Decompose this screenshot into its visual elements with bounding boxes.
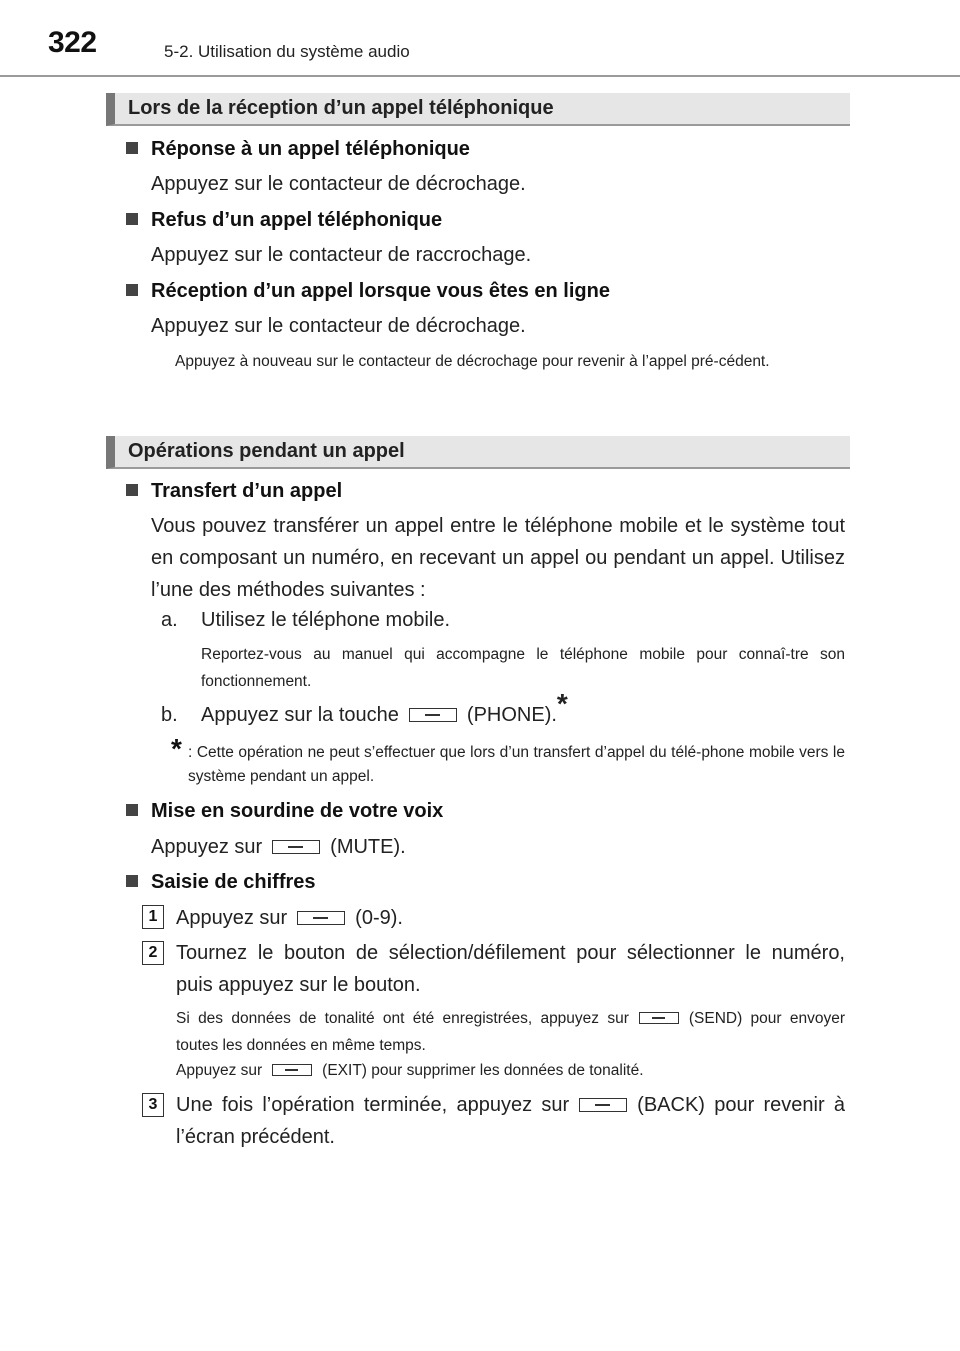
square-bullet-icon [126,484,138,496]
step-2-note-send: Si des données de tonalité ont été enregistrées, appuyez sur (SEND) pour envoyer toutes les données en même temps. [176,1010,845,1054]
note-call-waiting: Appuyez à nouveau sur le contacteur de décrochage pour revenir à l’appel pré-cédent. [175,353,770,370]
subheading-call-waiting: Réception d’un appel lorsque vous êtes en ligne [126,280,610,303]
header-divider [0,75,960,77]
mute-button-icon [272,840,320,854]
section-heading-receiving-call [106,93,850,126]
footnote-marker: * [556,688,568,719]
step-1-text: Appuyez sur (0-9). [176,907,403,929]
footnote-text: : Cette opération ne peut s’effectuer que lors d’un transfert d’appel du télé-phone mobile vers le système pendant un appel. [188,744,845,785]
square-bullet-icon [126,142,138,154]
body-refuse-call: Appuyez sur le contacteur de raccrochage. [151,244,532,266]
step-2-text: Tournez le bouton de sélection/défilement pour sélectionner le numéro, puis appuyez sur le bouton. [176,942,845,996]
send-button-icon [639,1012,679,1024]
subheading-mute: Mise en sourdine de votre voix [126,800,443,823]
digit-button-icon [297,911,345,925]
option-b-label: b. [161,704,178,726]
body-answer-call: Appuyez sur le contacteur de décrochage. [151,173,526,195]
square-bullet-icon [126,875,138,887]
square-bullet-icon [126,804,138,816]
subheading-transfer-call: Transfert d’un appel [126,480,342,503]
page-number: 322 [48,26,97,59]
body-call-waiting: Appuyez sur le contacteur de décrochage. [151,315,526,337]
body-mute: Appuyez sur (MUTE). [151,836,406,858]
phone-button-icon [409,708,457,722]
back-button-icon [579,1098,627,1112]
chapter-title: 5-2. Utilisation du système audio [164,42,410,61]
option-a-text: Utilisez le téléphone mobile. [201,609,451,631]
footnote-asterisk: * [171,733,182,764]
step-2-note-exit: Appuyez sur (EXIT) pour supprimer les données de tonalité. [176,1062,644,1079]
option-b-text: Appuyez sur la touche (PHONE).* [201,688,568,726]
step-number-2: 2 [142,941,164,965]
step-number-1: 1 [142,905,164,929]
section-heading-during-call [106,436,850,469]
option-a-label: a. [161,609,178,631]
subheading-refuse-call: Refus d’un appel téléphonique [126,209,442,232]
exit-button-icon [272,1064,312,1076]
option-a-note: Reportez-vous au manuel qui accompagne le téléphone mobile pour connaî-tre son fonctionnement. [201,646,845,690]
subheading-answer-call: Réponse à un appel téléphonique [126,138,470,161]
subheading-digits: Saisie de chiffres [126,871,316,894]
step-3-text: Une fois l’opération terminée, appuyez sur (BACK) pour revenir à l’écran précédent. [176,1094,845,1148]
square-bullet-icon [126,213,138,225]
section-heading-label: Opérations pendant un appel [128,440,405,462]
section-heading-label: Lors de la réception d’un appel téléphonique [128,97,554,119]
body-transfer-call: Vous pouvez transférer un appel entre le téléphone mobile et le système tout en composant un numéro, en recevant un appel ou pendant un appel. Utilisez l’une des méthodes suivantes : [151,515,845,601]
square-bullet-icon [126,284,138,296]
step-number-3: 3 [142,1093,164,1117]
